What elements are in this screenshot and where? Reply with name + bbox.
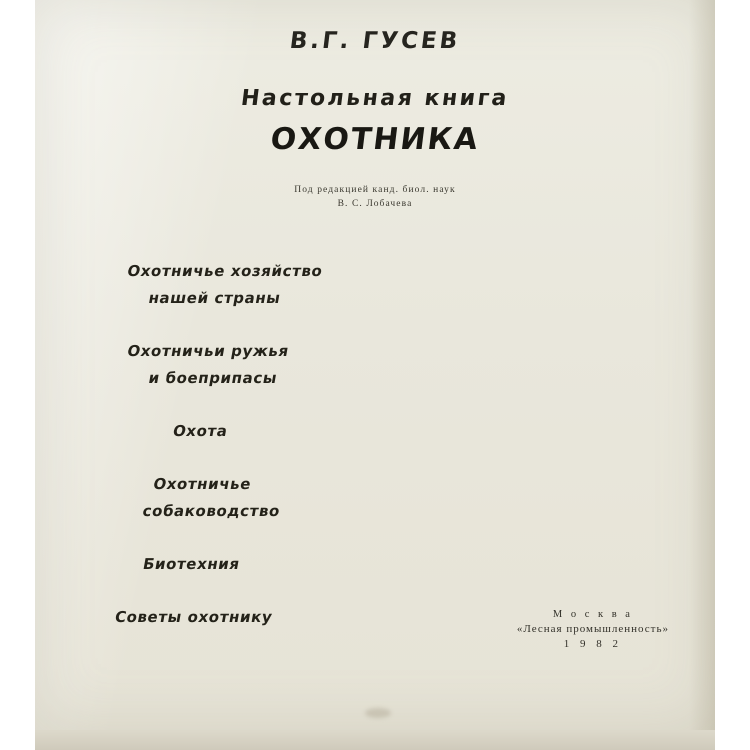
contents-entry-line-1: Биотехния: [141, 555, 242, 573]
contents-entry: [110, 258, 450, 312]
contents-entry-line-1: Охотничье хозяйство: [125, 262, 325, 280]
editor-credit-line-1: Под редакцией канд. биол. наук: [294, 185, 456, 195]
book-author: В.Г. ГУСЕВ: [288, 28, 462, 54]
contents-entry: [110, 471, 450, 525]
contents-entry: [113, 418, 448, 445]
page-bottom-edge: [35, 730, 715, 750]
contents-entry-line-1: Охота: [171, 422, 230, 440]
contents-list: [115, 258, 445, 657]
contents-entry-line-1: Охотничьи ружья: [125, 342, 291, 360]
contents-entry: [110, 338, 450, 392]
contents-entry-line-2: и боеприпасы: [147, 369, 279, 387]
contents-entry-line-1: Охотничье: [151, 475, 253, 493]
imprint: [517, 607, 669, 652]
page-smudge: [365, 708, 391, 718]
editor-credit-line-2: В. С. Лобачева: [337, 199, 413, 209]
contents-entry-line-2: собаководство: [141, 502, 282, 520]
contents-entry: [113, 604, 448, 631]
book-title-page: [35, 0, 715, 730]
book-title-line-2: ОХОТНИКА: [268, 122, 482, 157]
book-title-line-1: Настольная книга: [239, 86, 511, 111]
contents-entry-line-1: Советы охотнику: [113, 608, 274, 626]
contents-entry-line-2: нашей страны: [147, 289, 283, 307]
imprint-publisher: «Лесная промышленность»: [516, 623, 669, 635]
imprint-year: 1 9 8 2: [563, 638, 623, 650]
contents-entry: [113, 551, 448, 578]
imprint-city: М о с к в а: [552, 609, 633, 620]
editor-credit: [35, 183, 715, 211]
